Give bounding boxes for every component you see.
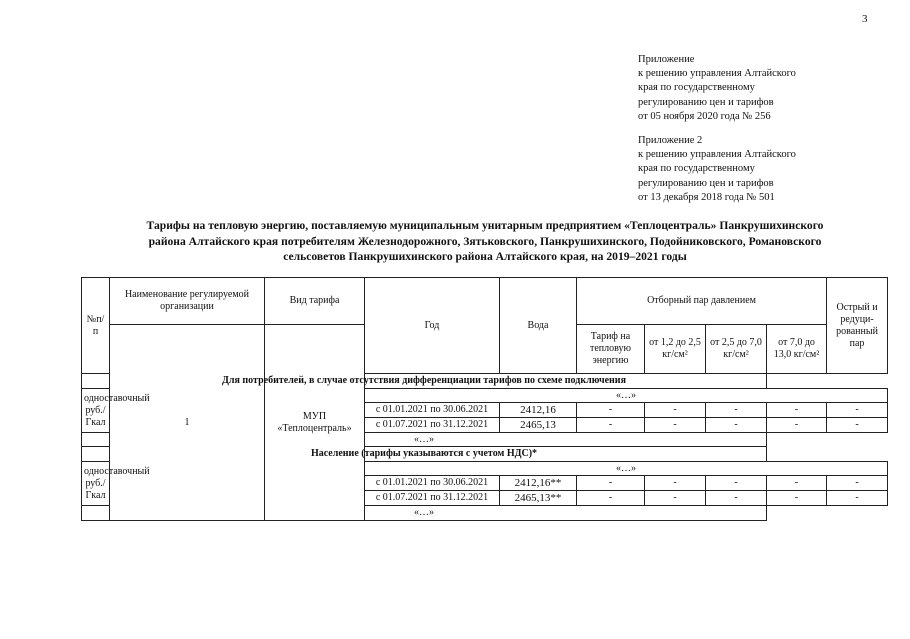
pressure-2-value: - (645, 403, 706, 418)
appendix-line: края по государственному (638, 82, 755, 94)
section2-tariff-type: одноставочный руб./Гкал (82, 462, 110, 506)
sharp-steam-value: - (827, 476, 888, 491)
appendix-note-1 (638, 53, 796, 124)
water-value: 2465,13 (500, 418, 577, 433)
pressure-4-value: - (767, 418, 827, 433)
sharp-steam-value: - (827, 418, 888, 433)
title-line: сельсоветов Панкрушихинского района Алтайского края, на 2019–2021 годы (283, 250, 687, 263)
header-water: Вода (500, 278, 577, 374)
sharp-steam-value: - (827, 491, 888, 506)
section-row (82, 447, 888, 462)
appendix-line: Приложение 2 (638, 135, 703, 146)
appendix-note-2 (638, 134, 796, 205)
pressure-4-value: - (767, 491, 827, 506)
pressure-1-value: - (577, 491, 645, 506)
org-name: МУП «Теплоцентраль» (265, 325, 365, 521)
appendix-line: регулированию цен и тарифов (638, 177, 774, 189)
section2-title: Население (тарифы указываются с учетом НДС)* (82, 447, 767, 462)
header-tariff-type: Вид тарифа (265, 278, 365, 325)
appendix-line: от 05 ноября 2020 года № 256 (638, 110, 771, 122)
header-year: Год (365, 278, 500, 374)
appendix-line: края по государственному (638, 163, 755, 175)
pressure-4-value: - (767, 476, 827, 491)
period: с 01.07.2021 по 31.12.2021 (365, 418, 500, 433)
pressure-2-value: - (645, 476, 706, 491)
header-pressure-1: от 1,2 до 2,5 кг/см² (645, 325, 706, 374)
title-line: района Алтайского края потребителям Железнодорожного, Зятьковского, Панкрушихинского, Подойниковского, Романовского (148, 234, 822, 248)
pressure-3-value: - (706, 418, 767, 433)
pressure-1-value: - (577, 476, 645, 491)
appendix-line: к решению управления Алтайского (638, 149, 796, 161)
water-value: 2465,13** (500, 491, 577, 506)
pressure-3-value: - (706, 403, 767, 418)
pressure-2-value: - (645, 491, 706, 506)
section1-tariff-type: одноставочный руб./Гкал (82, 389, 110, 433)
ellipsis-row (82, 433, 888, 447)
water-value: 2412,16** (500, 476, 577, 491)
header-pressure-2: от 2,5 до 7,0 кг/см² (706, 325, 767, 374)
appendix-line: регулированию цен и тарифов (638, 96, 774, 108)
pressure-3-value: - (706, 491, 767, 506)
sharp-steam-value: - (827, 403, 888, 418)
header-sharp-steam: Острый и редуци-рованный пар (827, 278, 888, 374)
pressure-1-value: - (577, 403, 645, 418)
header-steam-group: Отборный пар давлением (577, 278, 827, 325)
pressure-4-value: - (767, 403, 827, 418)
header-num: №п/п (82, 278, 110, 374)
ellipsis: «…» (365, 389, 888, 403)
ellipsis: «…» (365, 462, 888, 476)
title-line: Тарифы на тепловую энергию, поставляемую муниципальным унитарным предприятием «Теплоцентраль» Панкрушихинского (146, 219, 824, 232)
period: с 01.01.2021 по 30.06.2021 (365, 476, 500, 491)
pressure-3-value: - (706, 476, 767, 491)
period: с 01.01.2021 по 30.06.2021 (365, 403, 500, 418)
tariff-table (81, 277, 888, 521)
pressure-1-value: - (577, 418, 645, 433)
ellipsis: «…» (82, 433, 767, 447)
water-value: 2412,16 (500, 403, 577, 418)
page-number: 3 (862, 13, 868, 25)
document-title (60, 218, 910, 265)
pressure-2-value: - (645, 418, 706, 433)
period: с 01.07.2021 по 31.12.2021 (365, 491, 500, 506)
row-number: 1 (110, 325, 265, 521)
appendix-line: Приложение (638, 54, 695, 65)
header-tariff-heat: Тариф на тепловую энергию (577, 325, 645, 374)
section-row (82, 374, 888, 389)
header-row (82, 278, 888, 325)
appendix-line: от 13 декабря 2018 года № 501 (638, 191, 775, 203)
appendix-line: к решению управления Алтайского (638, 68, 796, 80)
ellipsis: «…» (82, 506, 767, 521)
ellipsis-row (82, 506, 888, 521)
section1-title: Для потребителей, в случае отсутствия дифференциации тарифов по схеме подключения (82, 374, 767, 389)
header-pressure-3: от 7,0 до 13,0 кг/см² (767, 325, 827, 374)
header-org: Наименование регулируемой организации (110, 278, 265, 325)
